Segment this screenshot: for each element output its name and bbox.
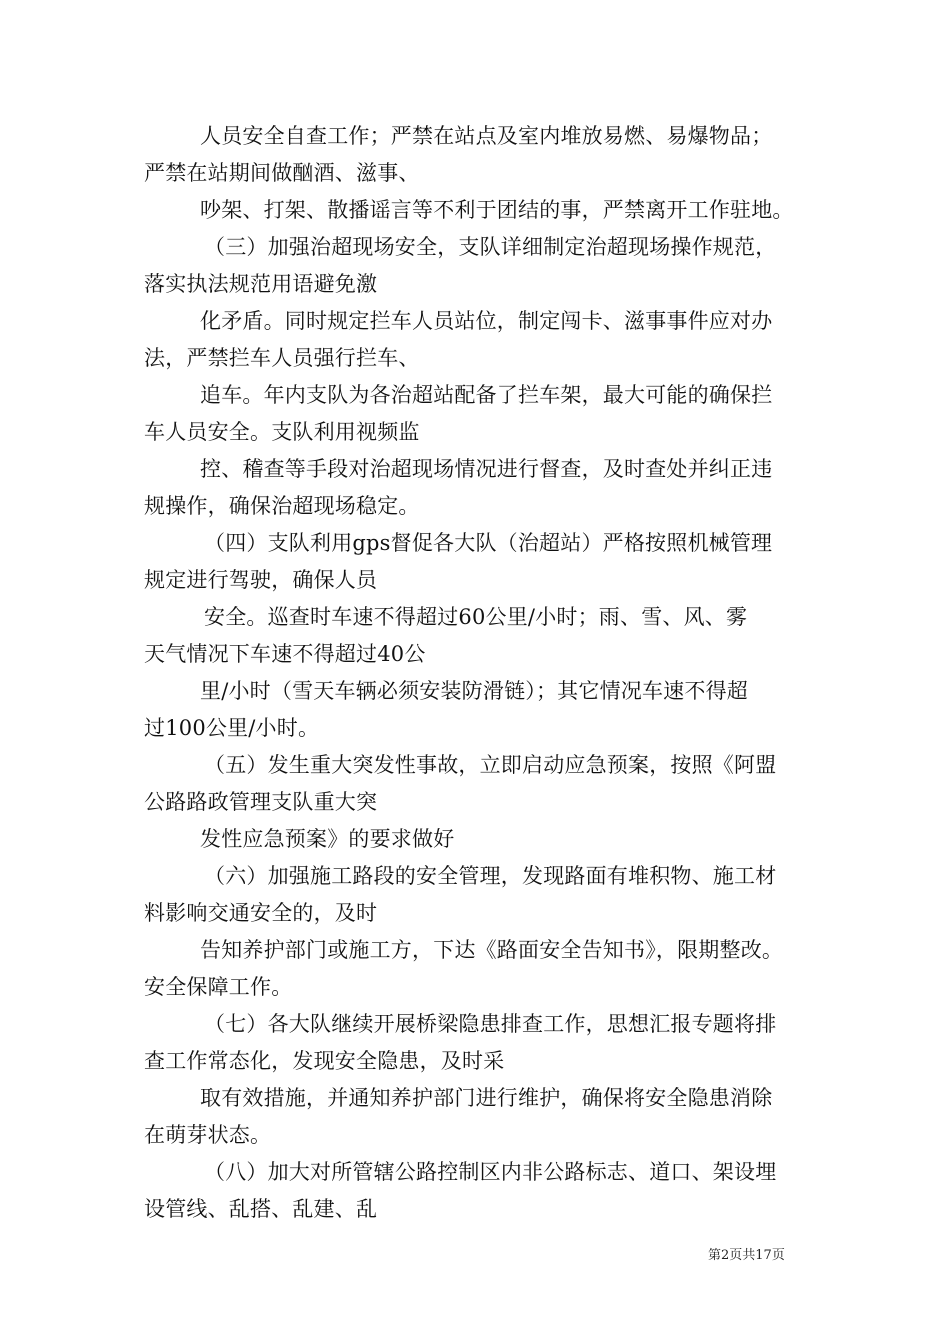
text-line: 安全保障工作。 (144, 975, 293, 999)
text-line: （八）加大对所管辖公路控制区内非公路标志、道口、架设埋 (204, 1160, 777, 1184)
text-line: （六）加强施工路段的安全管理，发现路面有堆积物、施工材 (204, 864, 777, 888)
text-line: （五）发生重大突发性事故，立即启动应急预案，按照《阿盟 (204, 753, 777, 777)
text-line: 里/小时（雪天车辆必须安装防滑链）；其它情况车速不得超 (200, 679, 748, 703)
text-line: 天气情况下车速不得超过40公 (144, 642, 426, 666)
text-line: （三）加强治超现场安全，支队详细制定治超现场操作规范， (204, 235, 777, 259)
text-line: 设管线、乱搭、乱建、乱 (144, 1197, 378, 1221)
text-line: 吵架、打架、散播谣言等不利于团结的事，严禁离开工作驻地。 (200, 198, 794, 222)
text-line: 严禁在站期间做酗酒、滋事、 (144, 161, 420, 185)
text-line: 取有效措施，并通知养护部门进行维护，确保将安全隐患消除 (200, 1086, 773, 1110)
text-line: 料影响交通安全的，及时 (144, 901, 378, 925)
text-line: 告知养护部门或施工方，下达《路面安全告知书》，限期整改。 (200, 938, 784, 962)
text-line: 过100公里/小时。 (144, 716, 320, 740)
text-line: 追车。年内支队为各治超站配备了拦车架，最大可能的确保拦 (200, 383, 773, 407)
page-number: 第2页共17页 (708, 1248, 785, 1263)
text-line: 发性应急预案》的要求做好 (200, 827, 455, 851)
text-line: 规定进行驾驶，确保人员 (144, 568, 378, 592)
text-line: （七）各大队继续开展桥梁隐患排查工作，思想汇报专题将排 (204, 1012, 777, 1036)
document-body (144, 118, 824, 1228)
text-line: 在萌芽状态。 (144, 1123, 272, 1147)
text-line: 安全。巡查时车速不得超过60公里/小时；雨、雪、风、雾 (204, 605, 748, 629)
text-line: 车人员安全。支队利用视频监 (144, 420, 420, 444)
text-line: （四）支队利用gps督促各大队（治超站）严格按照机械管理 (204, 531, 773, 555)
text-line: 规操作，确保治超现场稳定。 (144, 494, 420, 518)
text-line: 落实执法规范用语避免激 (144, 272, 378, 296)
text-line: 法，严禁拦车人员强行拦车、 (144, 346, 420, 370)
text-line: 化矛盾。同时规定拦车人员站位，制定闯卡、滋事事件应对办 (200, 309, 773, 333)
text-line: 人员安全自查工作；严禁在站点及室内堆放易燃、易爆物品； (200, 124, 773, 148)
text-line: 公路路政管理支队重大突 (144, 790, 378, 814)
text-line: 查工作常态化，发现安全隐患，及时采 (144, 1049, 505, 1073)
text-line: 控、稽查等手段对治超现场情况进行督查，及时查处并纠正违 (200, 457, 773, 481)
